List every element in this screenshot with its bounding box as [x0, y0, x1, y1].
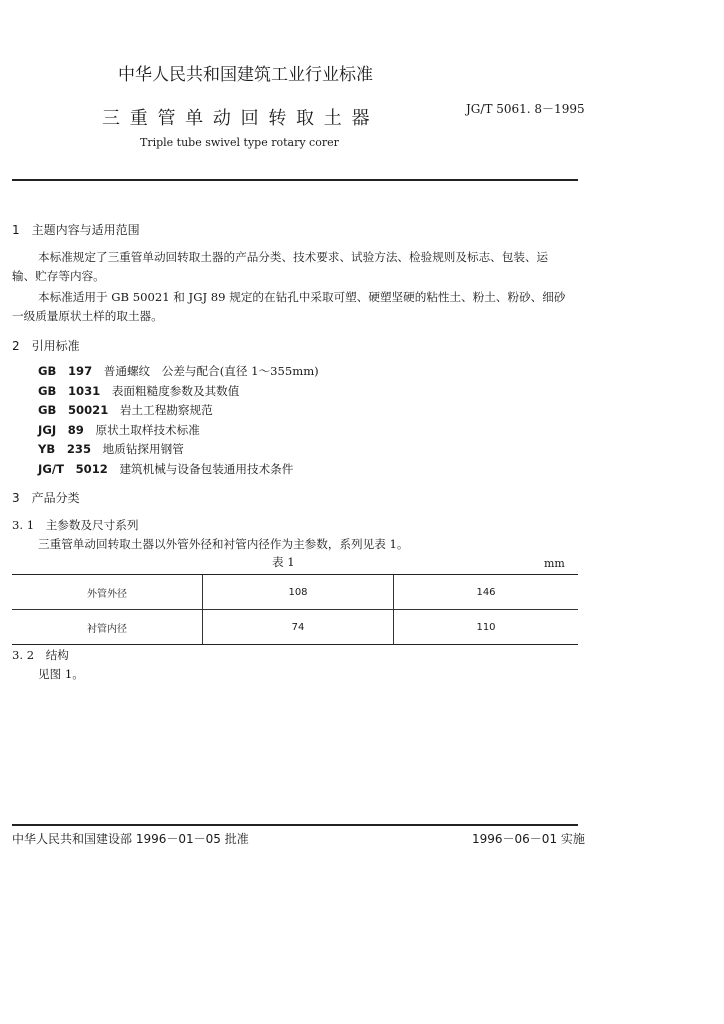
reference-code: JG/T 5012	[38, 461, 108, 476]
reference-title: 建筑机械与设备包装通用技术条件	[119, 461, 294, 476]
table-caption: 表 1	[272, 555, 295, 569]
english-title: Triple tube swivel type rotary corer	[140, 136, 339, 149]
standard-code: JG/T 5061. 8－1995	[466, 102, 585, 116]
reference-code: GB 197	[38, 364, 93, 378]
reference-item	[38, 440, 319, 460]
reference-item	[38, 460, 319, 480]
reference-title: 表面粗糙度参数及其数值	[111, 383, 240, 398]
table-row	[12, 575, 578, 610]
section-3-heading: 3 产品分类	[12, 491, 80, 505]
reference-title: 普通螺纹 公差与配合(直径 1～355mm)	[103, 364, 319, 378]
reference-code: GB 1031	[38, 383, 101, 398]
reference-title: 岩土工程勘察规范	[119, 403, 213, 417]
reference-code: YB 235	[38, 442, 92, 456]
section-3-1-heading: 3. 1 主参数及尺寸系列	[12, 518, 139, 532]
section-3-2-heading: 3. 2 结构	[12, 648, 69, 662]
section-1-para1-line1: 本标准规定了三重管单动回转取土器的产品分类、技术要求、试验方法、检验规则及标志、包装、运	[38, 250, 549, 264]
reference-item	[38, 362, 319, 382]
table-cell-label: 衬管内径	[12, 610, 203, 645]
table-cell-value: 110	[394, 610, 579, 645]
reference-title: 原状土取样技术标准	[95, 422, 200, 437]
reference-item	[38, 401, 319, 421]
approval-text: 中华人民共和国建设部 1996－01－05 批准	[12, 832, 249, 846]
section-1-para2-line1: 本标准适用于 GB 50021 和 JGJ 89 规定的在钻孔中采取可塑、硬塑坚硬的粘性土、粉土、粉砂、细砂	[38, 290, 566, 304]
section-1-heading: 1 主题内容与适用范围	[12, 223, 140, 237]
effective-date: 1996－06－01 实施	[472, 832, 585, 846]
reference-code: JGJ 89	[38, 422, 84, 437]
section-2-heading: 2 引用标准	[12, 339, 80, 353]
table-cell-label: 外管外径	[12, 575, 203, 610]
section-3-1-text: 三重管单动回转取土器以外管外径和衬管内径作为主参数，系列见表 1。	[38, 537, 409, 551]
issuer-title: 中华人民共和国建筑工业行业标准	[118, 65, 373, 85]
table-unit: mm	[544, 557, 565, 570]
section-3-2-text: 见图 1。	[38, 667, 84, 681]
table-cell-value: 146	[394, 575, 579, 610]
reference-item	[38, 421, 319, 441]
footer-rule	[12, 824, 578, 826]
reference-item	[38, 382, 319, 402]
reference-code: GB 50021	[38, 403, 109, 417]
parameter-table	[12, 574, 578, 645]
table-cell-value: 108	[203, 575, 394, 610]
reference-title: 地质钻探用钢管	[102, 442, 184, 456]
section-1-para1-line2: 输、贮存等内容。	[12, 269, 105, 283]
reference-list	[38, 362, 319, 479]
table-cell-value: 74	[203, 610, 394, 645]
table-row	[12, 610, 578, 645]
document-title: 三 重 管 单 动 回 转 取 土 器	[102, 108, 372, 129]
section-1-para2-line2: 一级质量原状土样的取土器。	[12, 309, 163, 323]
header-rule	[12, 179, 578, 181]
